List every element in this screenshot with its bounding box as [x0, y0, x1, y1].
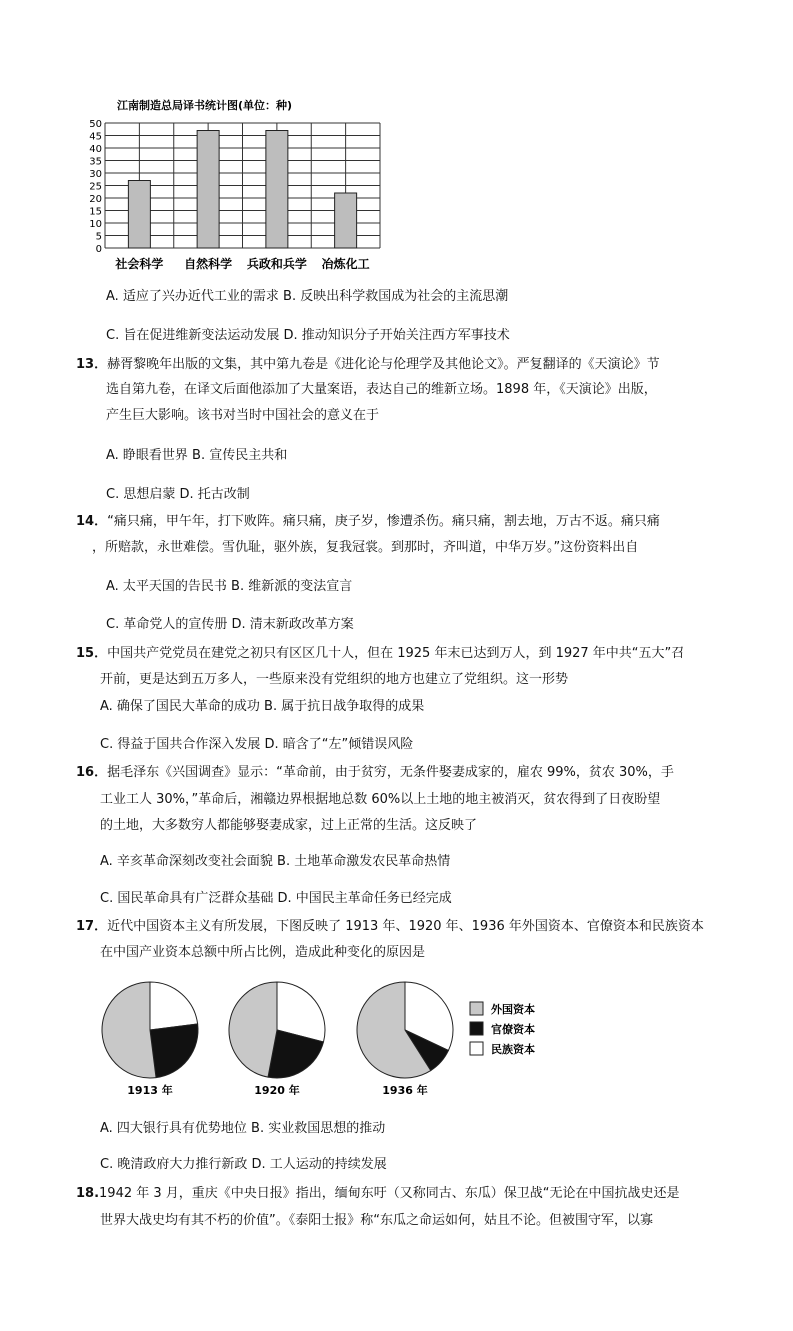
bar-ytick-label: 40: [89, 144, 102, 155]
bar-ytick-label: 35: [89, 156, 102, 168]
legend-swatch: [470, 1022, 483, 1035]
bar-category-label: 兵政和兵学: [246, 257, 307, 270]
q15-text-line-1: 中国共产党党员在建党之初只有区区几十人，但在 1925 年末已达到万人，到 1927 年中共“五大”召: [107, 646, 685, 661]
q14-question: [76, 513, 660, 531]
q14-text-line-1: “痛只痛，甲午年，打下败阵。痛只痛，庚子岁，惨遭杀伤。痛只痛，割去地，万古不返。痛只痛: [107, 514, 660, 529]
q13-text-line-3: 产生巨大影响。该书对当时中国社会的意义在于: [106, 408, 380, 423]
q12-options-line-2: C. 旨在促进维新变法运动发展 D. 推动知识分子开始关注西方军事技术: [106, 328, 510, 343]
q16-question: [76, 764, 674, 782]
q17-options-line-1: A. 四大银行具有优势地位 B. 实业救国思想的推动: [100, 1121, 386, 1136]
q14-number: 14．: [76, 514, 108, 529]
bar-ytick-label: 50: [89, 119, 102, 130]
q16-text-line-1: 据毛泽东《兴国调查》显示：“革命前，由于贫穷，无条件娶妻成家的，雇农 99%，贫农 30%，手: [107, 765, 674, 780]
q13-options-line-2: C. 思想启蒙 D. 托古改制: [106, 487, 250, 502]
bar-ytick-label: 25: [89, 181, 102, 193]
bar-ytick-label: 10: [89, 219, 102, 230]
q16-text-line-2: 工业工人 30%，”革命后，湘赣边界根据地总数 60%以上土地的地主被消灭，贫农得到了日夜盼望: [100, 792, 661, 807]
q15-text-line-2: 开前，更是达到五万多人，一些原来没有党组织的地方也建立了党组织。这一形势: [100, 672, 569, 687]
q17-number: 17．: [76, 919, 108, 934]
bar-ytick-label: 20: [89, 194, 102, 205]
q14-options-line-2: C. 革命党人的宣传册 D. 清末新政改革方案: [106, 617, 354, 632]
q18-text-line-2: 世界大战史均有其不朽的价值”。《泰阳士报》称“东瓜之命运如何，姑且不论。但被围守军，以寡: [100, 1213, 653, 1228]
bar-ytick-label: 30: [89, 169, 102, 180]
pie-year-label: 1920 年: [254, 1084, 300, 1095]
q14-text-line-2: ，所赔款，永世难偿。雪仇耻，驱外族，复我冠裳。到那时，齐叫道，中华万岁。”这份资料出自: [92, 540, 639, 555]
bar-category-label: 冶炼化工: [321, 257, 370, 270]
bar: [197, 131, 219, 249]
bar: [335, 193, 357, 248]
q13-text-line-2: 选自第九卷，在译文后面他添加了大量案语，表达自己的维新立场。1898 年，《天演论》出版，: [106, 382, 657, 397]
q16-options-line-1: A. 辛亥革命深刻改变社会面貌 B. 土地革命激发农民革命热情: [100, 854, 451, 869]
bar-ytick-label: 15: [89, 206, 102, 218]
q17-text-line-2: 在中国产业资本总额中所占比例，造成此种变化的原因是: [100, 945, 426, 960]
bar: [266, 131, 288, 249]
q18-number: 18.: [76, 1186, 100, 1201]
q16-options-line-2: C. 国民革命具有广泛群众基础 D. 中国民主革命任务已经完成: [100, 891, 452, 906]
bar-category-label: 社会科学: [115, 257, 164, 270]
q16-text-line-3: 的土地，大多数穷人都能够娶妻成家，过上正常的生活。这反映了: [100, 818, 478, 833]
legend-swatch: [470, 1042, 483, 1055]
bar-chart: [85, 95, 385, 270]
q18-question: [76, 1185, 680, 1203]
bar-ytick-label: 0: [95, 244, 102, 255]
pie-slice: [102, 982, 156, 1078]
bar-ytick-label: 5: [95, 231, 102, 243]
q17-text-line-1: 近代中国资本主义有所发展，下图反映了 1913 年、1920 年、1936 年外国资本、官僚资本和民族资本: [107, 919, 704, 934]
q17-question: [76, 918, 704, 936]
q16-number: 16．: [76, 765, 108, 780]
q18-text-line-1: 1942 年 3 月，重庆《中央日报》指出，缅甸东吁（又称同古、东瓜）保卫战“无论在中国抗战史还是: [99, 1186, 680, 1201]
legend-swatch: [470, 1002, 483, 1015]
q13-text-line-1: 赫胥黎晚年出版的文集，其中第九卷是《进化论与伦理学及其他论文》。严复翻译的《天演论》节: [107, 357, 660, 372]
q15-number: 15．: [76, 646, 108, 661]
bar-ytick-label: 45: [89, 131, 102, 143]
pie-charts: [95, 980, 565, 1095]
legend-label: 官僚资本: [491, 1023, 535, 1036]
q14-options-line-1: A. 太平天国的告民书 B. 维新派的变法宣言: [106, 579, 353, 594]
pie-slice: [150, 982, 198, 1030]
bar-category-label: 自然科学: [184, 257, 233, 270]
pie-year-label: 1936 年: [382, 1084, 428, 1095]
pie-year-label: 1913 年: [127, 1084, 173, 1095]
q13-number: 13．: [76, 357, 108, 372]
q13-options-line-1: A. 睁眼看世界 B. 宣传民主共和: [106, 448, 288, 463]
legend-label: 外国资本: [491, 1003, 535, 1016]
q15-options-line-1: A. 确保了国民大革命的成功 B. 属于抗日战争取得的成果: [100, 699, 425, 714]
pie-slice: [229, 982, 277, 1077]
q13-question: [76, 356, 660, 374]
q15-question: [76, 645, 684, 663]
pie-slice: [150, 1024, 198, 1078]
q12-options-line-1: A. 适应了兴办近代工业的需求 B. 反映出科学救国成为社会的主流思潮: [106, 289, 509, 304]
bar-chart-title: 江南制造总局译书统计图(单位：种): [117, 99, 293, 112]
legend-label: 民族资本: [491, 1043, 535, 1056]
bar: [128, 181, 150, 249]
q17-options-line-2: C. 晚清政府大力推行新政 D. 工人运动的持续发展: [100, 1157, 387, 1172]
q15-options-line-2: C. 得益于国共合作深入发展 D. 暗含了“左”倾错误风险: [100, 737, 414, 752]
